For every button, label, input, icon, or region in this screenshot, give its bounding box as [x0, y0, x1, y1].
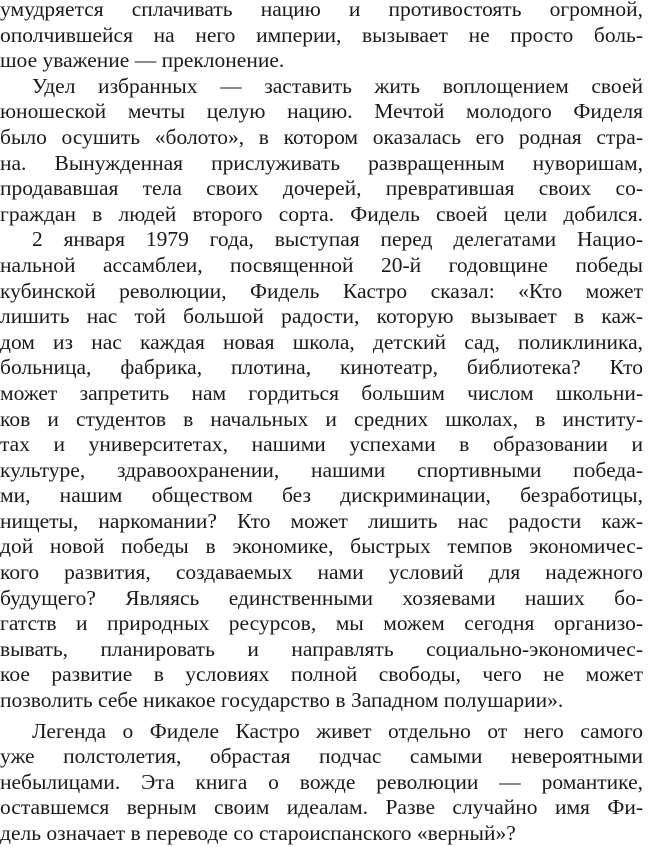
- text-line: кое развитие в условиях полной свободы, чего не может: [0, 662, 643, 687]
- text-line: Легенда о Фиделе Кастро живет отдельно от него самого: [32, 718, 643, 743]
- text-line: лишить нас той большой радости, которую вызывает в каж-: [0, 304, 643, 329]
- text-line: юношеской мечты целую нацию. Мечтой молодого Фиделя: [0, 99, 643, 124]
- text-line: дой новой победы в экономике, быстрых темпов экономичес-: [0, 534, 643, 559]
- text-line: вывать, планировать и направлять социально-экономичес-: [0, 636, 643, 661]
- text-line: ми, нашим обществом без дискриминации, безработицы,: [0, 483, 643, 508]
- text-line: продававшая тела своих дочерей, превратившая своих со-: [0, 176, 643, 201]
- text-line: нищеты, наркомании? Кто может лишить нас радости каж-: [0, 508, 643, 533]
- text-line: 2 января 1979 года, выступая перед делегатами Нацио-: [32, 227, 643, 252]
- text-line: культуре, здравоохранении, нашими спортивными победа-: [0, 457, 643, 482]
- text-line: больница, фабрика, плотина, кинотеатр, библиотека? Кто: [0, 355, 643, 380]
- paragraph-1: [0, 0, 643, 74]
- text-line: дель означает в переводе со староиспанского «верный»?: [0, 821, 516, 845]
- text-line: Удел избранных — заставить жить воплощением своей: [32, 73, 643, 98]
- text-line: оставшемся верным своим идеалам. Разве случайно имя Фи-: [0, 795, 643, 820]
- paragraph-2: [0, 74, 643, 228]
- text-line: граждан в людей второго сорта. Фидель своей цели добился.: [0, 201, 643, 226]
- text-line: ков и студентов в начальных и средних школах, в институ-: [0, 406, 643, 431]
- text-line: тах и университетах, нашими успехами в образовании и: [0, 432, 643, 457]
- text-line: шое уважение — преклонение.: [0, 48, 285, 73]
- text-line: уже полстолетия, обрастая подчас самыми невероятными: [0, 744, 643, 769]
- text-line: может запретить нам гордиться большим числом школьни-: [0, 380, 643, 405]
- text-line: будущего? Являясь единственными хозяевами наших бо-: [0, 585, 643, 610]
- text-line: позволить себе никакое государство в Западном полушарии».: [0, 688, 564, 713]
- paragraph-3: [0, 227, 643, 713]
- text-line: на. Вынужденная прислуживать развращенным нуворишам,: [0, 150, 643, 175]
- paragraph-4: [0, 719, 643, 847]
- text-line: кого развития, создаваемых нами условий для надежного: [0, 560, 643, 585]
- text-line: ополчившейся на него империи, вызывает не просто боль-: [0, 22, 643, 47]
- text-line: было осушить «болото», в котором оказалась его родная стра-: [0, 124, 643, 149]
- text-line: небылицами. Эта книга о вожде революции — романтике,: [0, 769, 643, 794]
- text-line: умудряется сплачивать нацию и противостоять огромной,: [0, 0, 643, 21]
- text-line: нальной ассамблеи, посвященной 20-й годовщине победы: [0, 252, 643, 277]
- text-line: кубинской революции, Фидель Кастро сказал: «Кто может: [0, 278, 643, 303]
- text-line: дом из нас каждая новая школа, детский сад, поликлиника,: [0, 329, 643, 354]
- text-line: гатств и природных ресурсов, мы можем сегодня организо-: [0, 611, 643, 636]
